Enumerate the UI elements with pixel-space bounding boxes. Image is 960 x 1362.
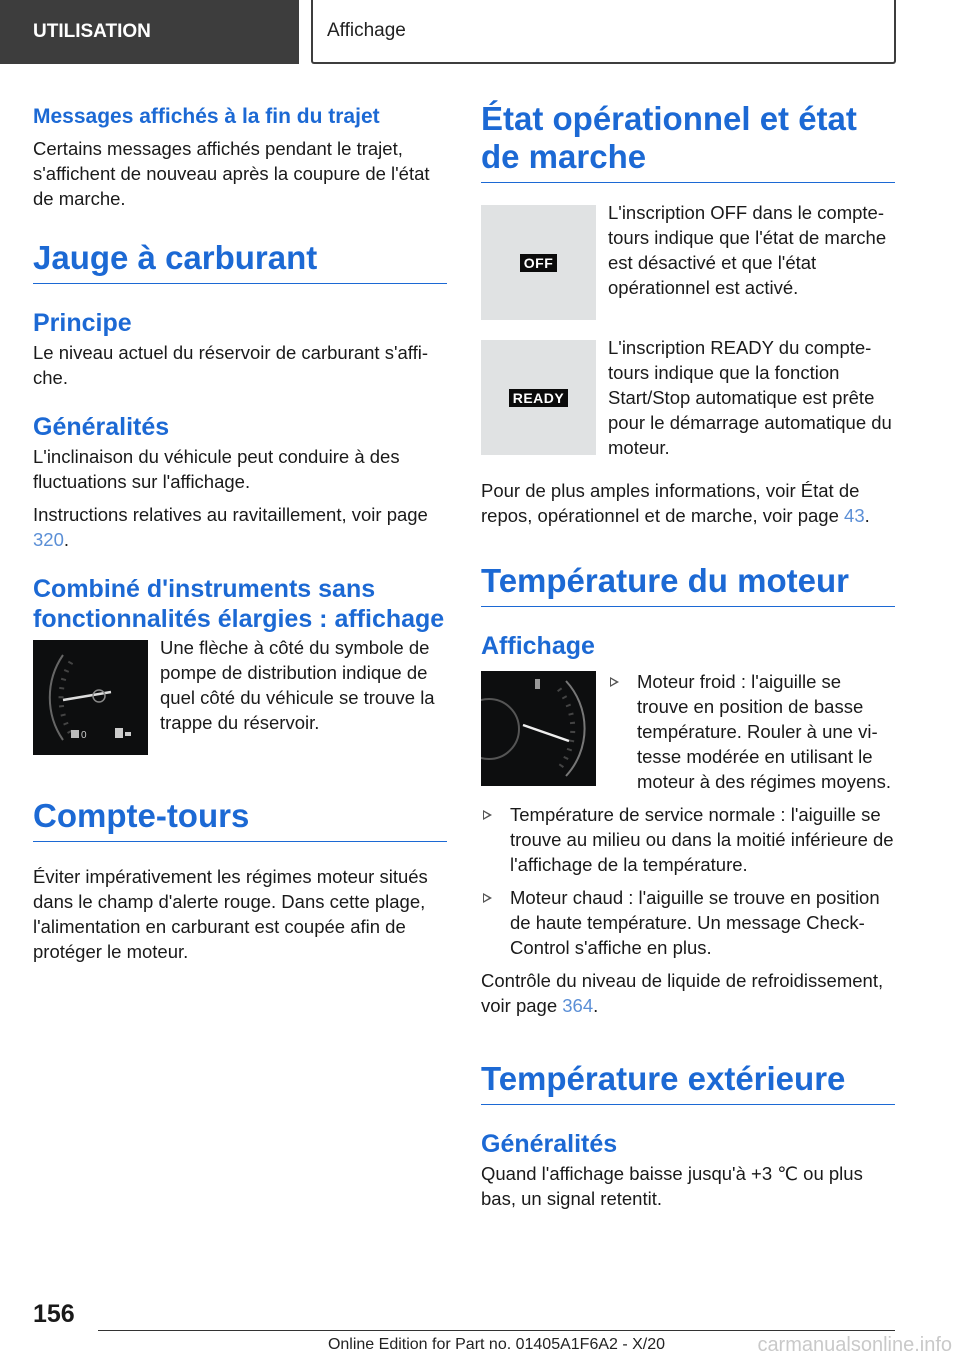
off-figure-row xyxy=(481,202,895,320)
heading-principe: Principe xyxy=(33,309,132,337)
ready-figure-row xyxy=(481,337,895,460)
triangle-bullet-icon xyxy=(483,810,492,820)
header-section-tab xyxy=(0,0,299,64)
left-column xyxy=(33,100,447,964)
text-coolant: Contrôle du niveau de liquide de refroidissement, voir page 364. xyxy=(481,970,884,1016)
temp-figure-row xyxy=(481,671,895,794)
heading-outside-temperature: Température extérieure xyxy=(481,1060,895,1105)
footer-edition: Online Edition for Part no. 01405A1F6A2 - X/20 xyxy=(327,1336,666,1353)
footer-divider xyxy=(98,1330,895,1331)
heading-fuel-gauge: Jauge à carburant xyxy=(33,239,447,284)
header-section-label: UTILISATION xyxy=(33,21,151,42)
heading-ext-generalites: Généralités xyxy=(481,1130,618,1158)
heading-affichage: Affichage xyxy=(481,632,595,660)
text-combine-instruments: Une flèche à côté du symbole de pompe de distribution indique de quel côté du véhicule se trouve la trappe du réservoir. xyxy=(160,637,435,733)
header-topic-tab xyxy=(311,0,896,64)
page-number: 156 xyxy=(33,1300,75,1328)
heading-state: État opérationnel et état de marche xyxy=(481,100,895,183)
text-ready: L'inscription READY du compte-tours indique que la fonction Start/Stop automatique est prête pour le démarrage automatique du moteur. xyxy=(608,337,892,458)
off-indicator-image xyxy=(481,205,596,320)
text-end-trip-messages: Certains messages affichés pendant le trajet, s'affichent de nouveau après la coupure de l'état de marche. xyxy=(33,138,430,209)
heading-end-trip-messages: Messages affichés à la fin du trajet xyxy=(33,105,380,128)
heading-generalites: Généralités xyxy=(33,413,170,441)
header-topic-label: Affichage xyxy=(327,20,406,41)
heading-engine-temperature: Température du moteur xyxy=(481,562,895,607)
link-page-320[interactable]: 320 xyxy=(33,529,64,550)
text-generalites-2: Instructions relatives au ravitaillement, voir page 320. xyxy=(33,504,428,550)
text-more-info: Pour de plus amples informations, voir État de repos, opérationnel et de marche, voir page 43. xyxy=(481,480,870,526)
ready-indicator-image xyxy=(481,340,596,455)
text-ext-temperature: Quand l'affichage baisse jusqu'à +3 ℃ ou plus bas, un signal retentit. xyxy=(481,1163,863,1209)
list-item: Moteur froid : l'aiguille se trouve en position de basse température. Rouler à une vi‐tesse modérée en utilisant le moteur à des régimes moyens. xyxy=(608,669,895,794)
link-page-364[interactable]: 364 xyxy=(562,995,594,1016)
list-item: Température de service normale : l'aiguille se trouve au milieu ou dans la moitié inférieure de l'affichage de la température. xyxy=(481,802,895,877)
text-rev-counter: Éviter impérativement les régimes moteur situés dans le champ d'alerte rouge. Dans cette plage, l'alimentation en carburant est coupée afin de protéger le moteur. xyxy=(33,866,428,962)
fuel-gauge-dial-icon xyxy=(33,640,148,755)
svg-text:0: 0 xyxy=(81,730,87,741)
ready-badge: READY xyxy=(509,389,569,407)
heading-rev-counter: Compte-tours xyxy=(33,797,447,842)
text-principe: Le niveau actuel du réservoir de carburant s'affi‐che. xyxy=(33,342,428,388)
triangle-bullet-icon xyxy=(483,893,492,903)
triangle-bullet-icon xyxy=(610,677,619,687)
temp-bullet-list-2 xyxy=(481,802,895,960)
heading-combine-instruments: Combiné d'instruments sans fonctionnalités élargies : affichage xyxy=(33,575,445,633)
link-page-43[interactable]: 43 xyxy=(844,505,865,526)
fuel-gauge-figure-row xyxy=(33,637,447,755)
temperature-gauge-image xyxy=(481,671,596,786)
right-column xyxy=(481,100,895,1211)
text-generalites-1: L'inclinaison du véhicule peut conduire à des fluctuations sur l'affichage. xyxy=(33,446,400,492)
text-off: L'inscription OFF dans le compte-tours indique que l'état de marche est désactivé et que l'état opérationnel est activé. xyxy=(608,202,887,298)
list-item: Moteur chaud : l'aiguille se trouve en position de haute température. Un message Check-Control s'affiche en plus. xyxy=(481,885,895,960)
fuel-gauge-image xyxy=(33,640,148,755)
temp-bullet-list-1 xyxy=(608,669,895,794)
watermark: carmanualsonline.info xyxy=(757,1334,952,1356)
off-badge: OFF xyxy=(520,254,558,272)
temperature-gauge-dial-icon xyxy=(481,671,596,786)
